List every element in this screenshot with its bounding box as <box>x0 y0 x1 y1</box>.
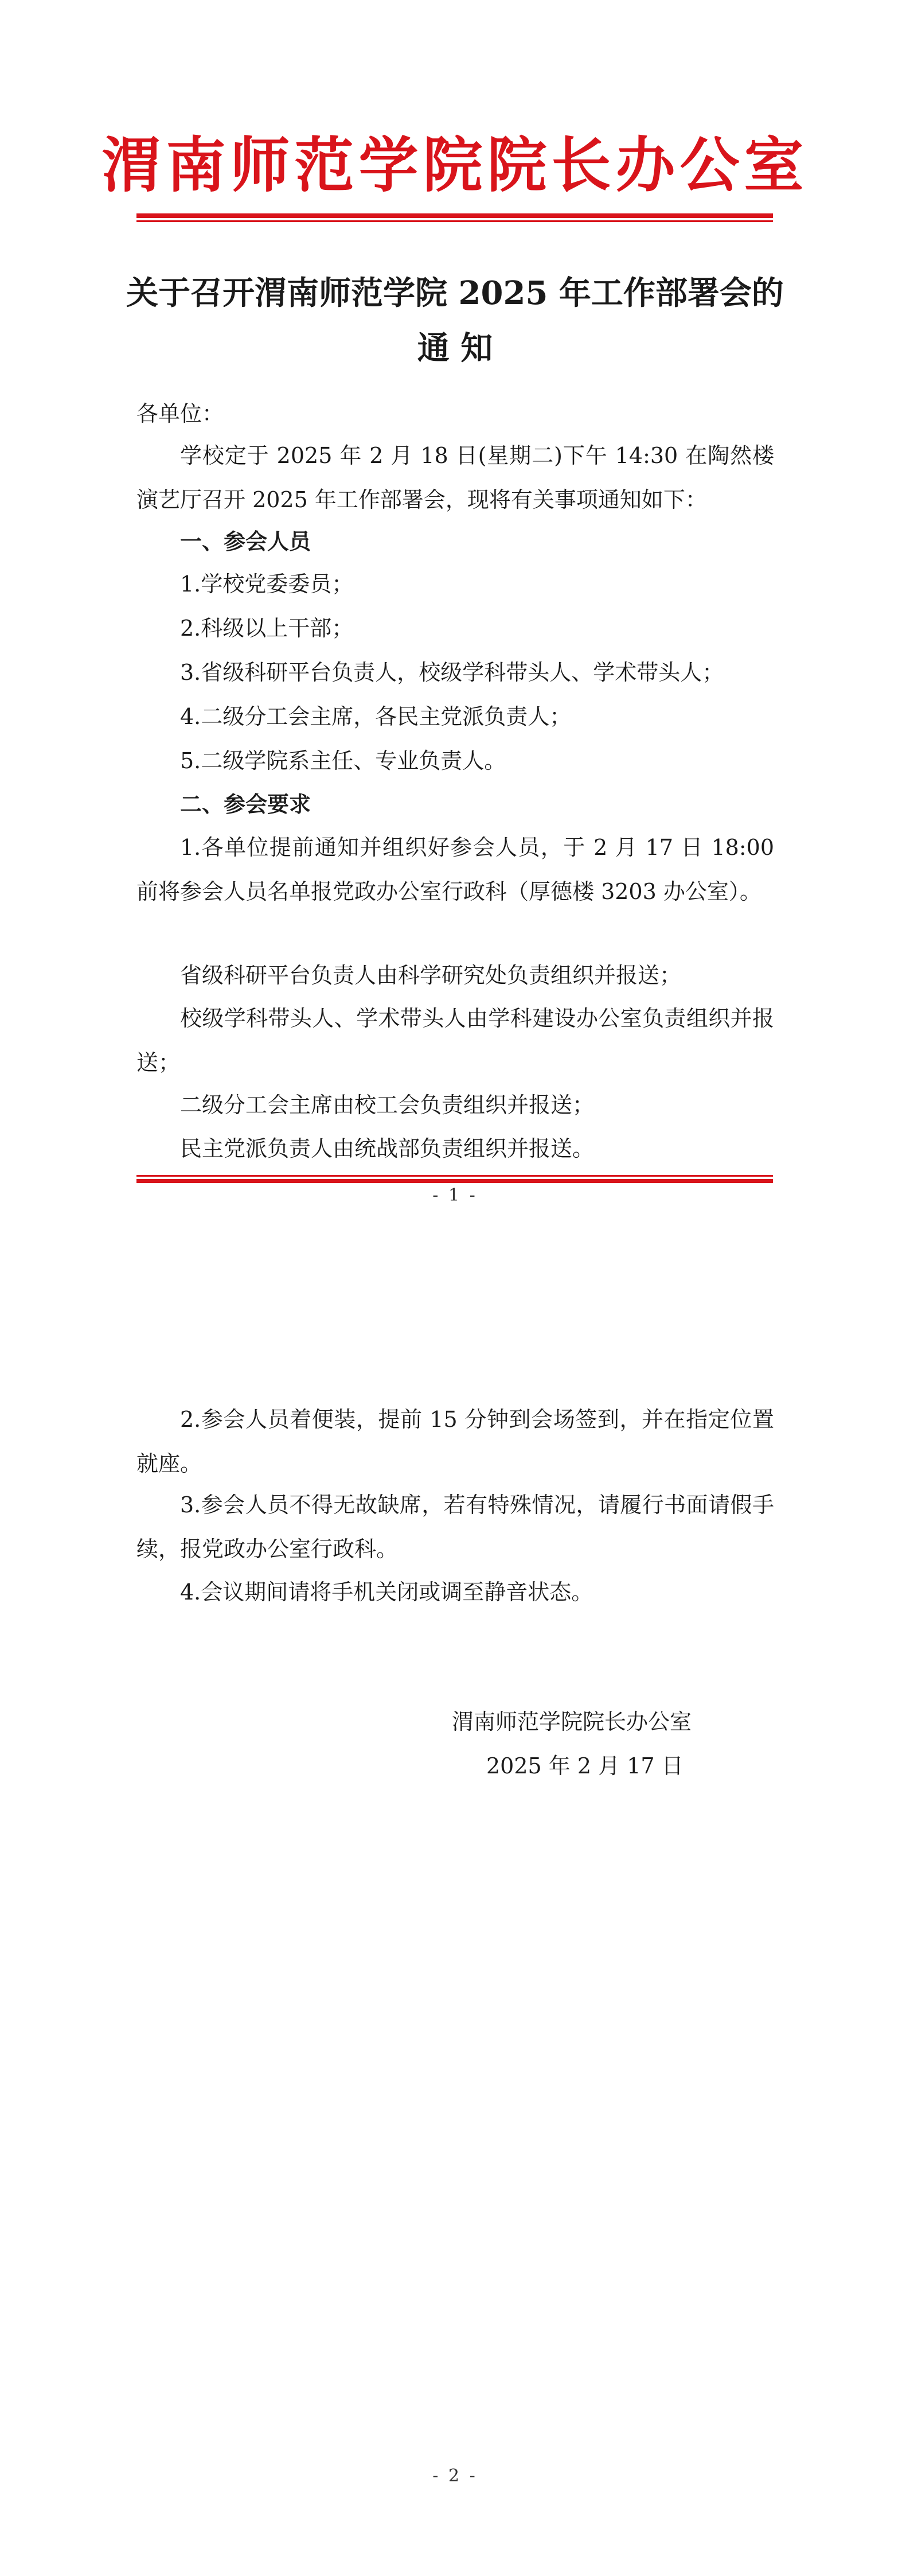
header-red-rule-thin <box>136 220 773 222</box>
requirement-4: 4.会议期间请将手机关闭或调至静音状态。 <box>180 1579 593 1605</box>
requirement-1-sub-2: 校级学科带头人、学术带头人由学科建设办公室负责组织并报送； <box>136 1006 774 1075</box>
notice-title-line1: 关于召开渭南师范学院 2025 年工作部署会的 <box>126 274 784 312</box>
salutation: 各单位： <box>136 401 224 426</box>
header-red-rule-thick <box>136 213 773 218</box>
signature-date: 2025 年 2 月 17 日 <box>486 1753 684 1779</box>
requirement-1-sub-3: 二级分工会主席由校工会负责组织并报送； <box>180 1092 595 1118</box>
requirement-3: 3.参会人员不得无故缺席，若有特殊情况，请履行书面请假手续，报党政办公室行政科。 <box>136 1492 774 1562</box>
requirement-1-sub-1: 省级科研平台负责人由科学研究处负责组织并报送； <box>180 963 682 988</box>
attendee-item-1: 1.学校党委委员； <box>180 571 354 597</box>
section-heading-requirements: 二、参会要求 <box>180 792 311 817</box>
requirement-2: 2.参会人员着便装，提前 15 分钟到会场签到，并在指定位置就座。 <box>136 1407 774 1476</box>
signature-office: 渭南师范学院院长办公室 <box>452 1709 692 1734</box>
intro-paragraph: 学校定于 2025 年 2 月 18 日(星期二)下午 14:30 在陶然楼演艺厅召开 2025 年工作部署会，现将有关事项通知如下： <box>136 443 774 512</box>
footer-red-rule-thick <box>136 1179 773 1183</box>
page-number-2: - 2 - <box>432 2466 478 2486</box>
notice-title-line2: 通 知 <box>417 329 493 367</box>
attendee-item-4: 4.二级分工会主席，各民主党派负责人； <box>180 704 572 729</box>
document-header-org-name: 渭南师范学院院长办公室 <box>101 130 809 200</box>
requirement-1: 1.各单位提前通知并组织好参会人员，于 2 月 17 日 18:00 前将参会人员名单报党政办公室行政科（厚德楼 3203 办公室）。 <box>136 835 774 904</box>
page-number-1: - 1 - <box>432 1185 478 1205</box>
attendee-item-2: 2.科级以上干部； <box>180 616 354 641</box>
attendee-item-5: 5.二级学院系主任、专业负责人。 <box>180 748 506 773</box>
requirement-1-sub-4: 民主党派负责人由统战部负责组织并报送。 <box>180 1136 595 1161</box>
footer-red-rule-thin <box>136 1175 773 1177</box>
section-heading-attendees: 一、参会人员 <box>180 529 311 554</box>
attendee-item-3: 3.省级科研平台负责人，校级学科带头人、学术带头人； <box>180 660 724 685</box>
